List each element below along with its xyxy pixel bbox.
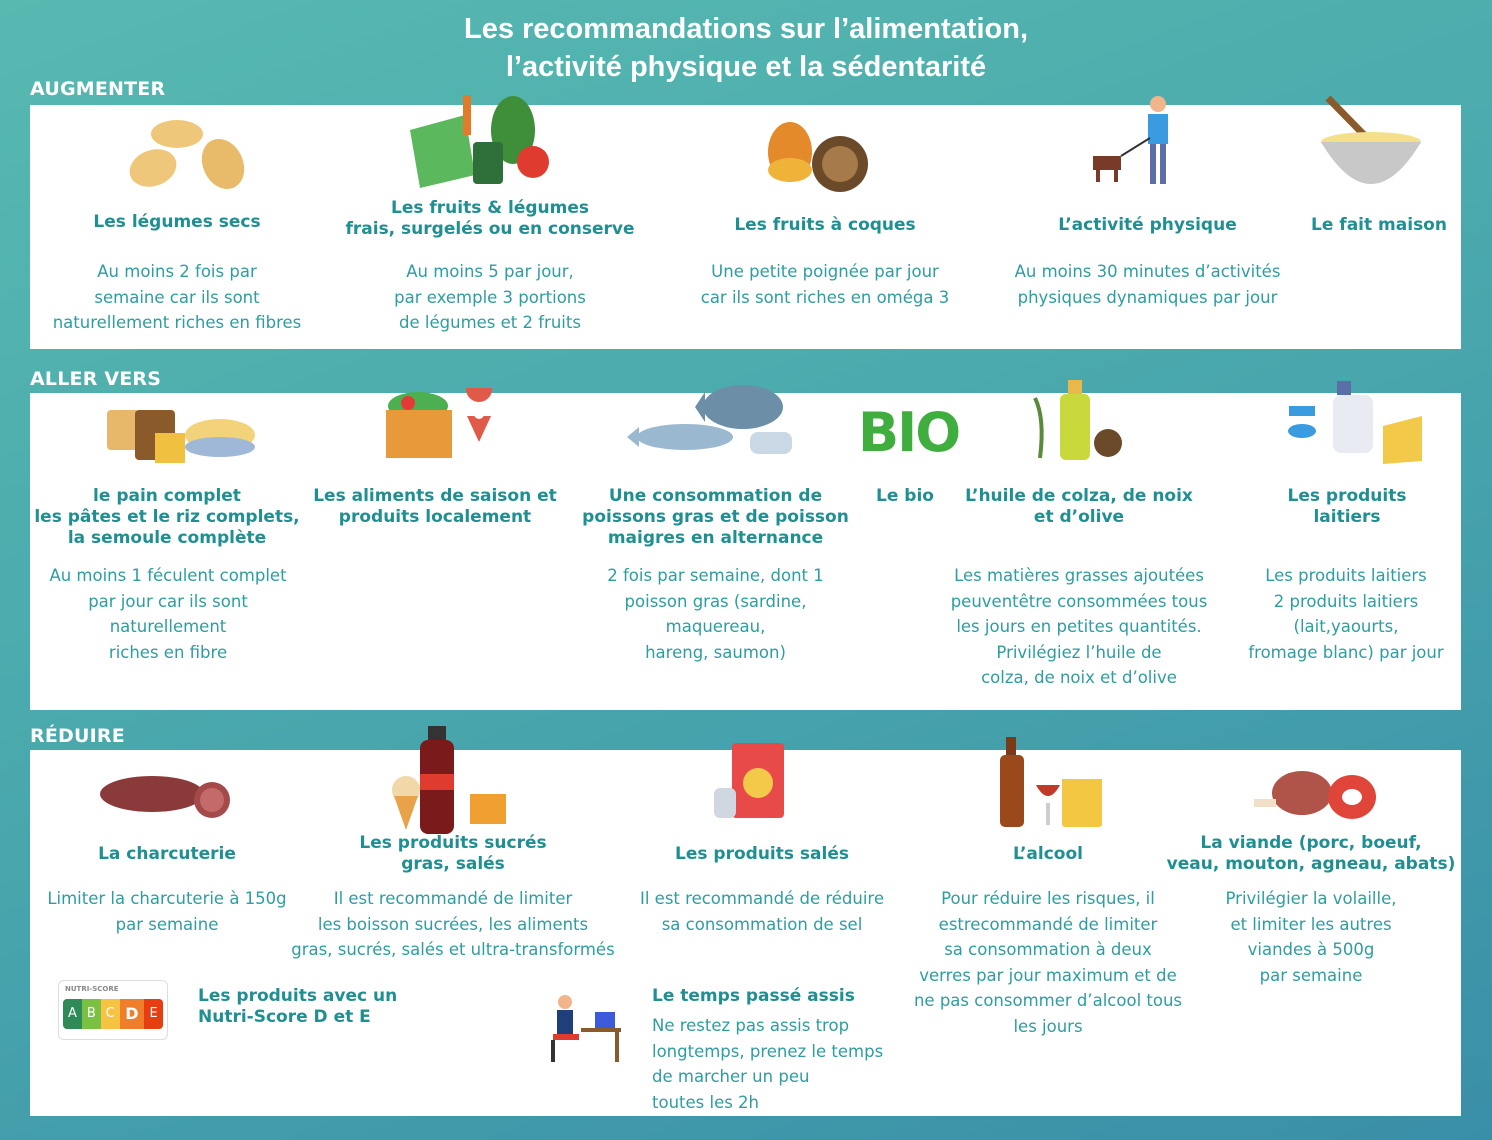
bread-pasta-icon	[105, 405, 255, 467]
item-title-alcool: L’alcool	[1013, 844, 1083, 864]
section-label-augmenter: AUGMENTER	[30, 78, 166, 100]
section-label-reduire: RÉDUIRE	[30, 725, 125, 747]
nuts-icon	[765, 118, 870, 194]
item-title-fruits-legumes: Les fruits & légumes frais, surgelés ou en conserve	[345, 198, 635, 239]
sausage-icon	[100, 770, 235, 820]
fish-icon	[625, 382, 797, 462]
nutri-letter-b: B	[82, 999, 101, 1029]
item-desc-legumes-secs: Au moins 2 fois par semaine car ils sont naturellement riches en fibres	[52, 262, 302, 332]
mixing-bowl-icon	[1318, 96, 1424, 192]
item-desc-pain-complet: Au moins 1 féculent complet par jour car ils sont naturellement riches en fibre	[49, 566, 287, 662]
alcohol-icon	[1000, 735, 1115, 829]
section-label-aller-vers: ALLER VERS	[30, 368, 162, 390]
nutri-letter-a: A	[63, 999, 82, 1029]
item-title-pain-complet: le pain complet les pâtes et le riz complets, la semoule complète	[34, 486, 300, 548]
basket-location-icon	[383, 388, 503, 462]
nutri-letter-d: D	[120, 999, 145, 1029]
dairy-icon	[1287, 376, 1427, 466]
item-desc-produits-sales: Il est recommandé de réduire sa consommation de sel	[639, 889, 884, 934]
item-title-legumes-secs: Les légumes secs	[93, 212, 261, 232]
soda-icecream-icon	[390, 724, 515, 836]
page-title: Les recommandations sur l’alimentation, l’activité physique et la sédentarité	[463, 13, 1029, 83]
item-title-huiles: L’huile de colza, de noix et d’olive	[965, 486, 1193, 527]
bio-icon: BIO	[858, 401, 960, 464]
meat-icon	[1252, 765, 1377, 825]
item-desc-fruits-coques: Une petite poignée par jour car ils sont riches en oméga 3	[700, 262, 950, 307]
item-title-activite-physique: L’activité physique	[1058, 215, 1237, 235]
nutri-letter-c: C	[101, 999, 120, 1029]
item-desc-huiles: Les matières grasses ajoutées peuventêtre consommées tous les jours en petites quantités. Privilégiez l’huile de colza, de noix et d’olive	[950, 566, 1208, 687]
walking-dog-icon	[1088, 94, 1183, 188]
item-title-temps-assis: Le temps passé assis	[652, 986, 855, 1006]
fruits-legumes-icon	[405, 90, 555, 190]
item-title-nutri-score: Les produits avec un Nutri-Score D et E	[198, 986, 398, 1027]
item-title-produits-laitiers: Les produits laitiers	[1287, 486, 1407, 527]
item-title-bio: Le bio	[876, 486, 934, 506]
item-desc-produits-laitiers: Les produits laitiers 2 produits laitiers (lait,yaourts, fromage blanc) par jour	[1248, 566, 1444, 662]
nutri-score-icon	[58, 980, 168, 1040]
item-desc-activite-physique: Au moins 30 minutes d’activités physiques dynamiques par jour	[1014, 262, 1281, 307]
item-desc-produits-sucres: Il est recommandé de limiter les boisson sucrées, les aliments gras, sucrés, salés et ultra-transformés	[291, 889, 615, 959]
item-desc-fruits-legumes: Au moins 5 par jour, par exemple 3 portions de légumes et 2 fruits	[394, 262, 586, 332]
item-title-produits-sales: Les produits salés	[675, 844, 849, 864]
item-title-produits-sucres: Les produits sucrés gras, salés	[359, 833, 547, 874]
item-title-viande: La viande (porc, boeuf, veau, mouton, agneau, abats)	[1166, 833, 1456, 874]
item-title-charcuterie: La charcuterie	[98, 844, 236, 864]
nutri-letter-e: E	[144, 999, 163, 1029]
item-desc-alcool: Pour réduire les risques, il estrecommandé de limiter sa consommation à deux verres par jour maximum et de ne pas consommer d’alcool tous les jours	[913, 889, 1183, 1036]
item-title-fruits-coques: Les fruits à coques	[734, 215, 916, 235]
item-title-poissons: Une consommation de poissons gras et de poisson maigres en alternance	[582, 486, 849, 548]
item-desc-charcuterie: Limiter la charcuterie à 150g par semaine	[47, 889, 287, 934]
nutri-score-label: NUTRI-SCORE	[65, 985, 119, 993]
item-title-fait-maison: Le fait maison	[1311, 215, 1447, 235]
desk-sitting-icon	[545, 994, 623, 1064]
item-title-aliments-saison: Les aliments de saison et produits localement	[313, 486, 557, 527]
oil-bottle-icon	[1030, 378, 1125, 462]
item-desc-viande: Privilégier la volaille, et limiter les autres viandes à 500g par semaine	[1225, 889, 1397, 985]
chips-salt-icon	[712, 738, 798, 824]
legumes-secs-icon	[105, 112, 250, 194]
item-desc-temps-assis: Ne restez pas assis trop longtemps, prenez le temps de marcher un peu toutes les 2h	[652, 1016, 884, 1112]
item-desc-poissons: 2 fois par semaine, dont 1 poisson gras (sardine, maquereau, hareng, saumon)	[607, 566, 824, 662]
